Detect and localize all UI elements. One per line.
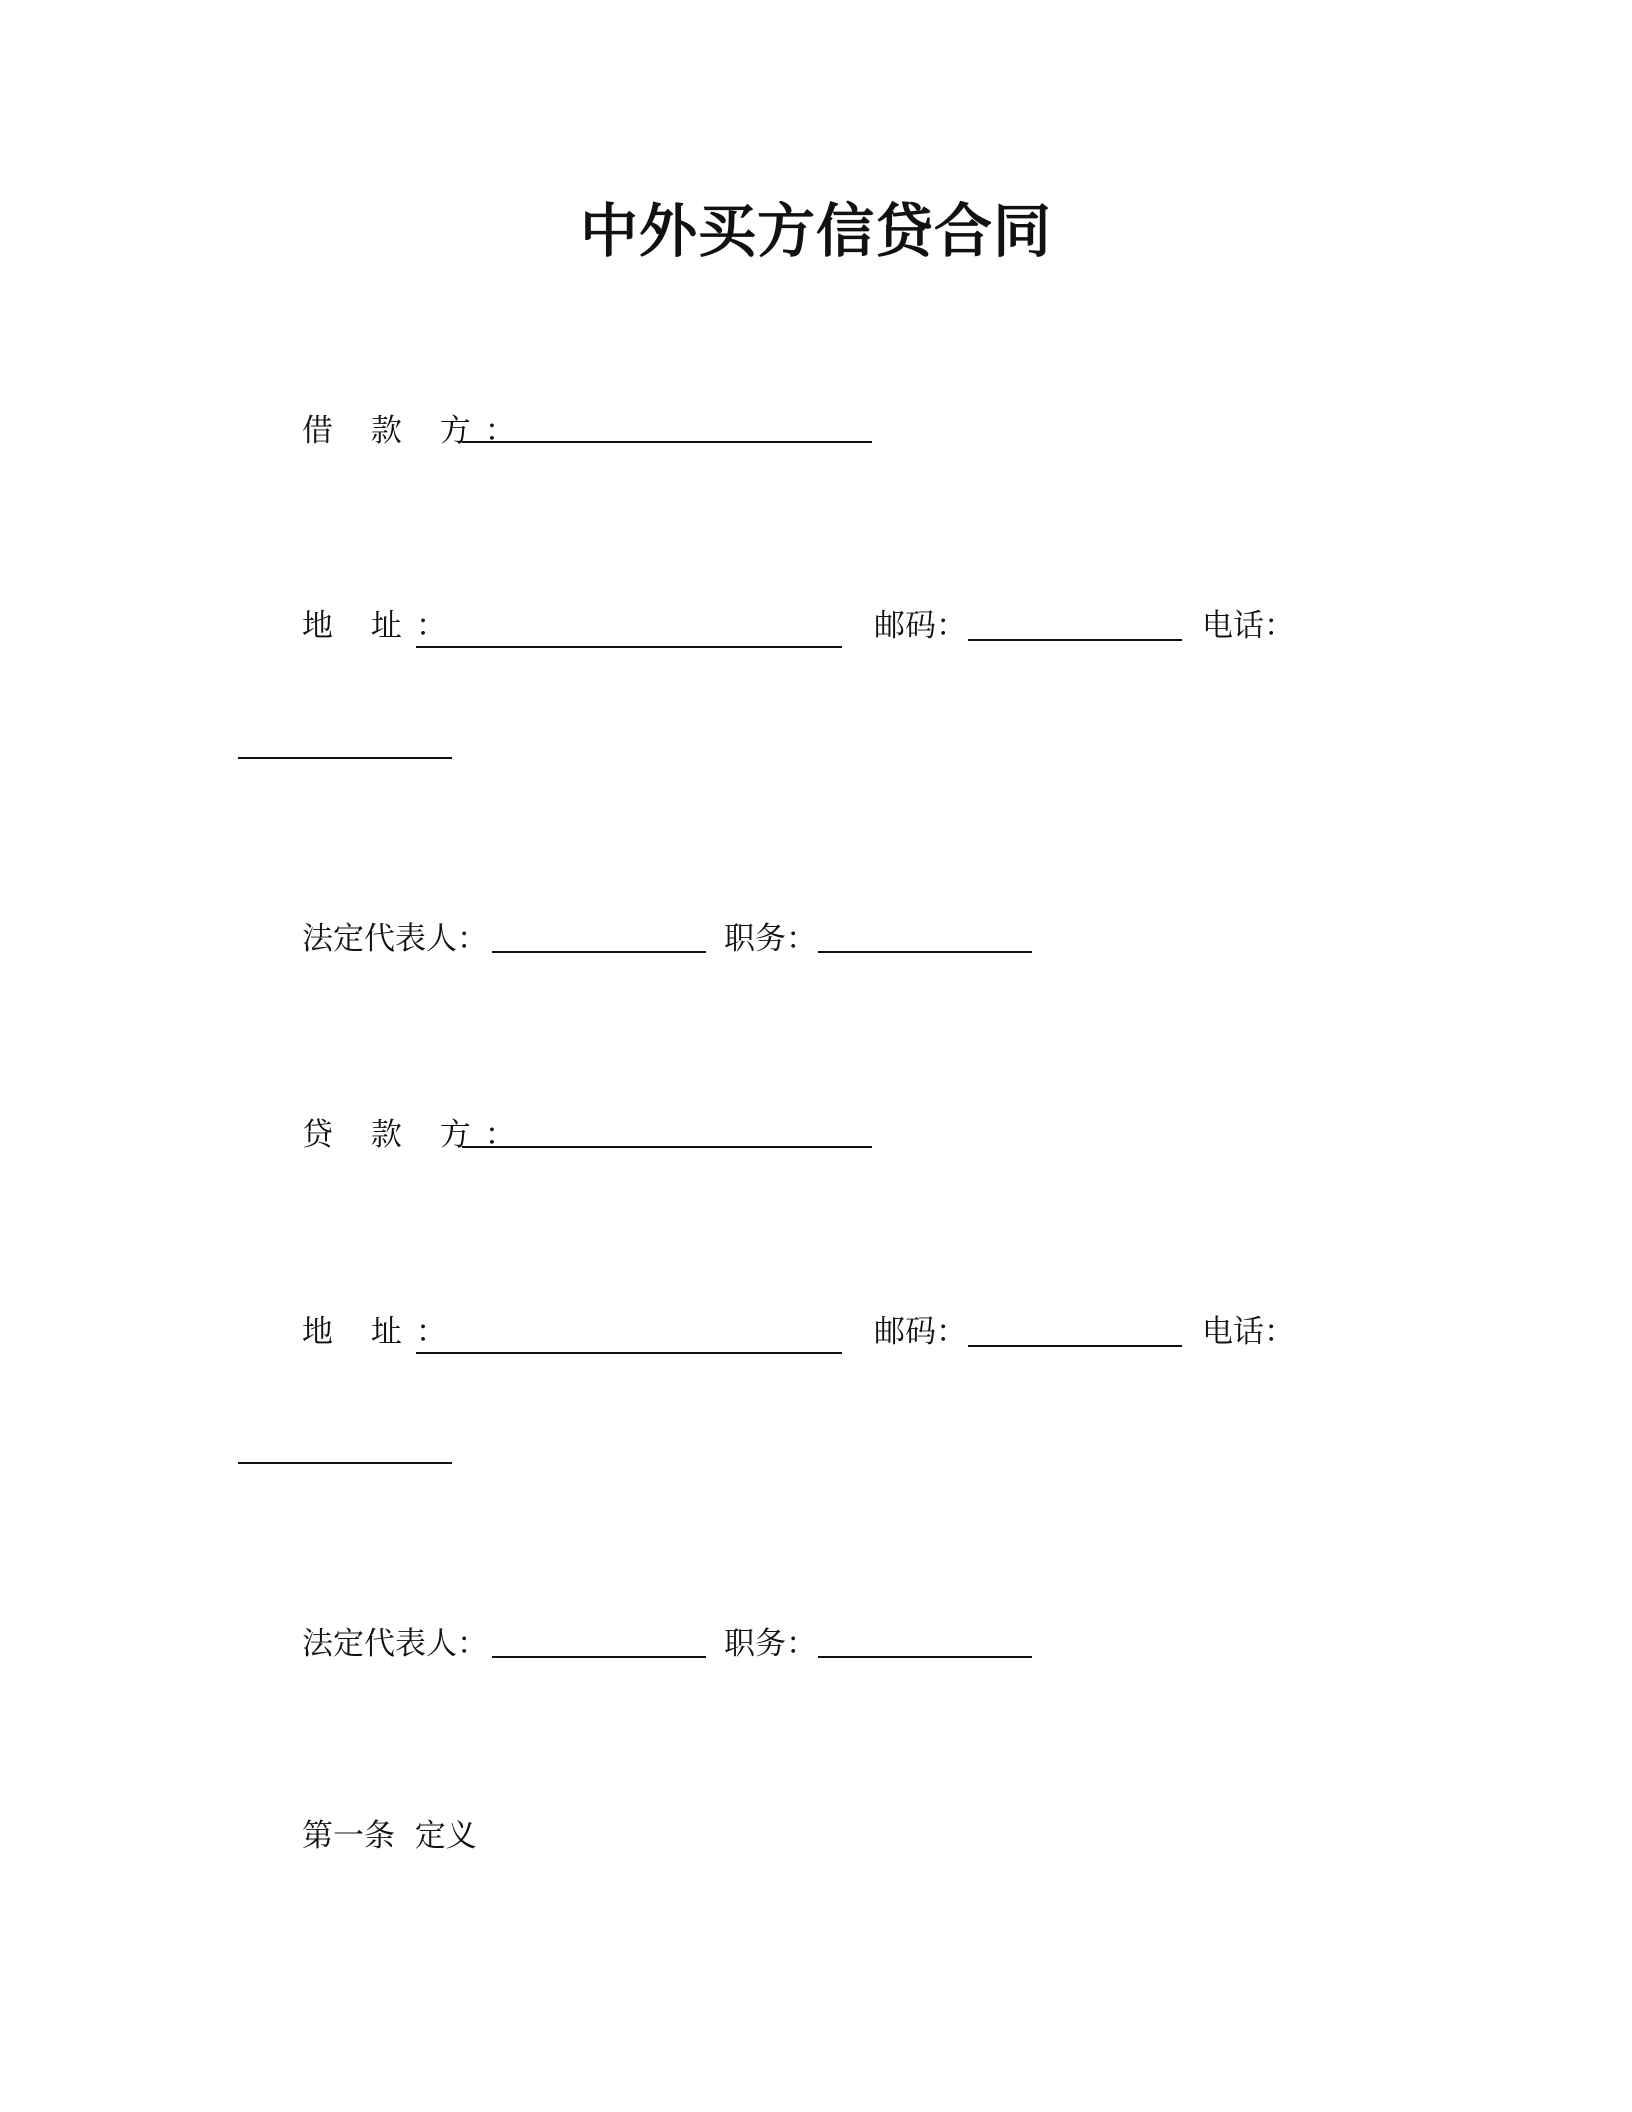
borrower-legal-rep-label: 法定代表人：	[302, 921, 488, 957]
borrower-address-blank	[416, 646, 842, 648]
borrower-address-label: 地 址：	[302, 608, 461, 644]
lender-address-label: 地 址：	[302, 1314, 461, 1350]
lender-legal-rep-blank	[492, 1656, 706, 1658]
borrower-postcode-blank	[968, 639, 1182, 641]
article-1-heading: 第一条 定义	[302, 1818, 477, 1854]
lender-position-blank	[818, 1656, 1032, 1658]
lender-phone-blank	[238, 1462, 452, 1464]
borrower-position-blank	[818, 951, 1032, 953]
borrower-legal-rep-blank	[492, 951, 706, 953]
lender-name-blank	[462, 1146, 872, 1148]
borrower-phone-blank	[238, 757, 452, 759]
lender-phone-label: 电话：	[1202, 1314, 1295, 1350]
lender-address-blank	[416, 1352, 842, 1354]
lender-position-label: 职务：	[724, 1626, 817, 1662]
borrower-label: 借 款 方：	[302, 413, 530, 449]
document-title: 中外买方信贷合同	[579, 197, 1052, 265]
lender-postcode-blank	[968, 1345, 1182, 1347]
lender-postcode-label: 邮码：	[874, 1314, 967, 1350]
lender-label: 贷 款 方：	[302, 1117, 530, 1153]
borrower-phone-label: 电话：	[1202, 608, 1295, 644]
borrower-name-blank	[462, 441, 872, 443]
lender-legal-rep-label: 法定代表人：	[302, 1626, 488, 1662]
borrower-postcode-label: 邮码：	[874, 608, 967, 644]
borrower-position-label: 职务：	[724, 921, 817, 957]
